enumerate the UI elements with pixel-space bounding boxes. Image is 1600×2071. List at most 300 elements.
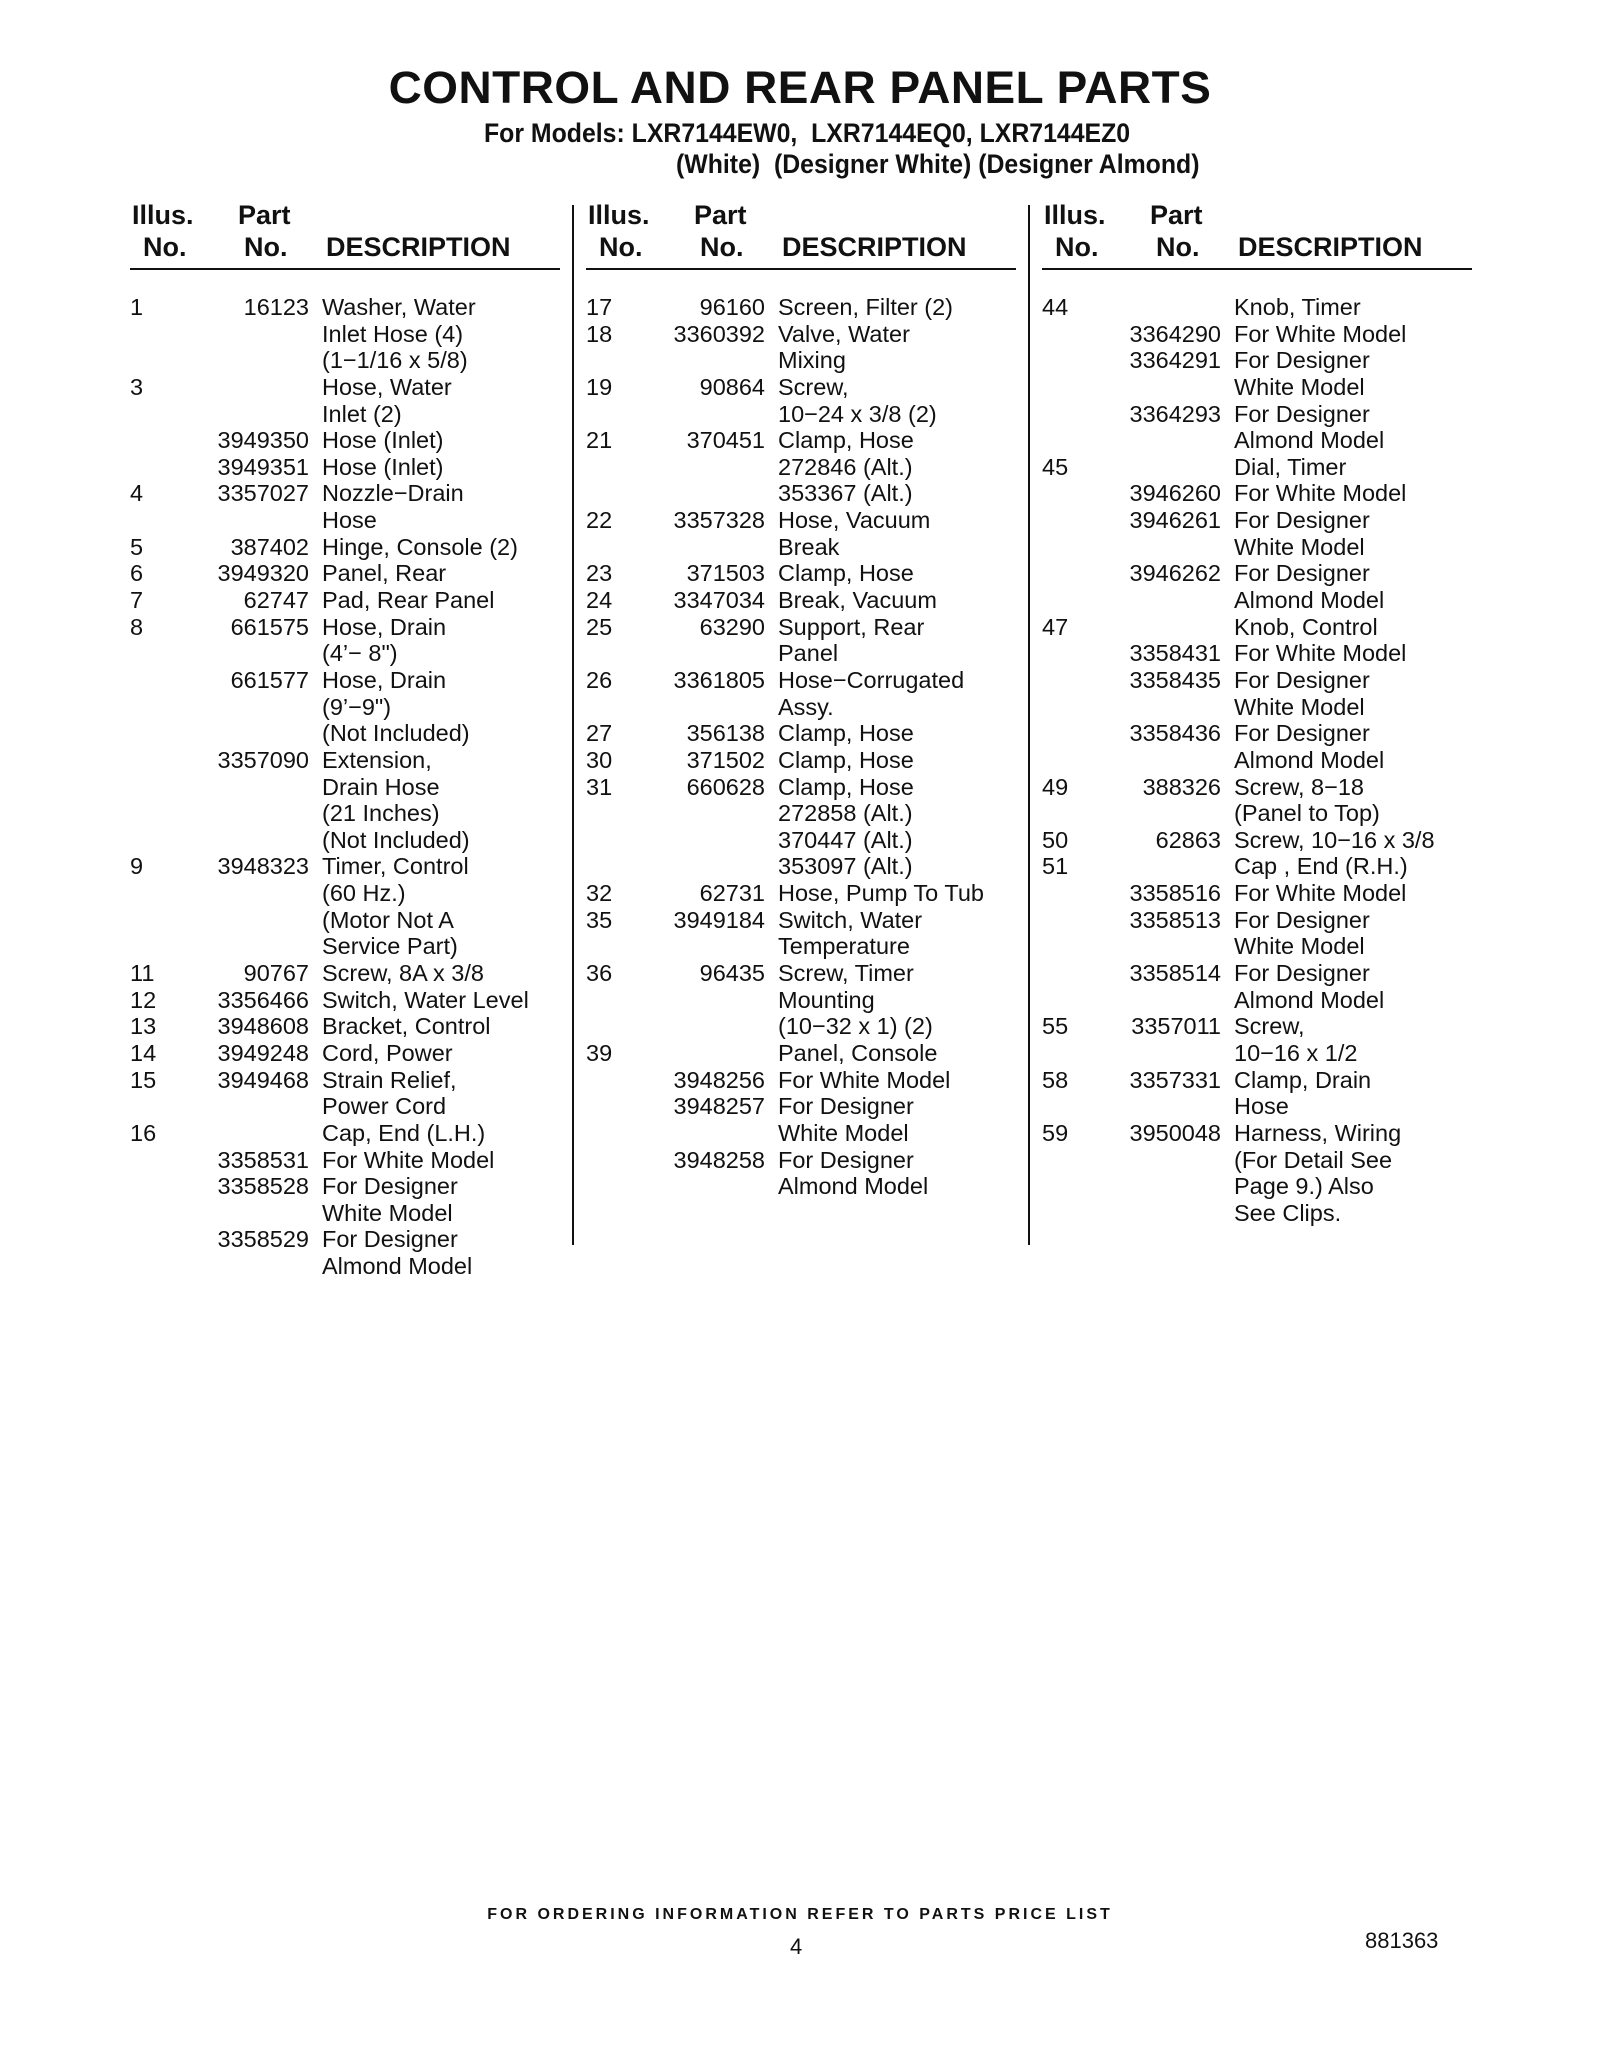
part-description: For Designer [778,1146,914,1173]
part-description: 272846 (Alt.) [778,453,913,480]
part-description: Hose, Water [322,373,452,400]
parts-row [1042,454,1472,481]
header-part-no: No. [700,232,744,262]
parts-row [130,321,560,348]
part-description: Dial, Timer [1234,453,1347,480]
header-part: Part [1150,200,1203,230]
part-number: 3357027 [217,480,309,507]
part-number: 3358435 [1129,666,1221,693]
part-description: Inlet Hose (4) [322,320,464,347]
part-number: 96160 [699,294,765,320]
parts-row [130,774,560,801]
parts-row [130,401,560,428]
part-number: 3361805 [673,666,765,693]
part-description: For Designer [1234,960,1370,987]
part-number: 3364291 [1129,347,1221,374]
parts-row [586,427,1016,454]
part-description: Almond Model [1234,427,1385,454]
parts-row [130,853,560,880]
part-number: 387402 [230,533,309,560]
parts-row [130,640,560,667]
part-description: For White Model [1234,320,1407,347]
illus-number: 15 [130,1066,157,1093]
illus-number: 9 [130,853,144,880]
part-description: Switch, Water [778,906,923,933]
parts-row [130,1173,560,1200]
part-number: 3946262 [1129,560,1221,587]
parts-row [1042,1147,1472,1174]
part-description: For White Model [1234,880,1407,907]
parts-row [130,667,560,694]
part-number: 388326 [1142,773,1221,800]
parts-row [130,907,560,934]
parts-row [586,1120,1016,1147]
parts-row [130,614,560,641]
header-illus-no: No. [1055,232,1099,262]
illus-number: 30 [586,746,613,773]
parts-rows [130,294,560,1280]
parts-row [130,1200,560,1227]
parts-row [586,1147,1016,1174]
parts-row [586,933,1016,960]
header-description: DESCRIPTION [326,232,511,262]
parts-row [586,534,1016,561]
parts-row [130,294,560,321]
part-description: Cap, End (L.H.) [322,1119,486,1146]
parts-row [1042,694,1472,721]
part-description: 353097 (Alt.) [778,853,913,880]
part-number: 371503 [686,560,765,587]
parts-row [130,1067,560,1094]
part-number: 3948608 [217,1013,309,1040]
column-divider [1028,205,1030,1245]
part-description: Panel [778,640,839,667]
part-description: For Designer [1234,507,1370,534]
illus-number: 5 [130,533,144,560]
part-description: Clamp, Hose [778,427,914,454]
column-header [1042,200,1472,270]
parts-row [586,507,1016,534]
parts-row [1042,1120,1472,1147]
part-description: Screw, [1234,1013,1305,1040]
part-description: See Clips. [1234,1199,1342,1226]
part-description: Bracket, Control [322,1013,491,1040]
part-description: Timer, Control [322,853,469,880]
parts-row [1042,427,1472,454]
parts-row [586,694,1016,721]
part-description: (10−32 x 1) (2) [778,1013,933,1040]
parts-row [586,401,1016,428]
parts-row [130,747,560,774]
illus-number: 12 [130,986,157,1013]
parts-row [130,933,560,960]
part-description: (9’−9") [322,693,392,720]
parts-row [1042,507,1472,534]
part-description: Valve, Water [778,320,910,347]
parts-rows [586,294,1016,1200]
illus-number: 7 [130,587,144,614]
parts-row [1042,587,1472,614]
part-description: Hose, Pump To Tub [778,880,984,907]
illus-number: 8 [130,613,144,640]
part-description: Almond Model [1234,587,1385,614]
column-divider [572,205,574,1245]
parts-row [1042,774,1472,801]
part-description: White Model [778,1119,909,1146]
page-title: CONTROL AND REAR PANEL PARTS [388,62,1212,113]
parts-row [1042,614,1472,641]
illus-number: 35 [586,906,613,933]
parts-row [1042,1013,1472,1040]
part-description: For Designer [1234,560,1370,587]
parts-row [1042,294,1472,321]
part-number: 3946260 [1129,480,1221,507]
part-description: 272858 (Alt.) [778,800,913,827]
parts-column-1 [130,200,560,1280]
part-number: 3347034 [673,587,765,614]
parts-row [130,1253,560,1280]
parts-row [586,1173,1016,1200]
part-description: Hose−Corrugated [778,666,965,693]
part-description: Almond Model [778,1173,929,1200]
part-number: 3949350 [217,427,309,454]
illus-number: 22 [586,507,613,534]
part-description: For White Model [1234,480,1407,507]
part-description: Panel, Rear [322,560,447,587]
part-description: Nozzle−Drain [322,480,464,507]
parts-row [1042,667,1472,694]
part-number: 3357011 [1131,1013,1221,1040]
illus-number: 39 [586,1039,613,1066]
part-number: 3358529 [217,1226,309,1253]
parts-row [130,1147,560,1174]
illus-number: 51 [1042,853,1069,880]
part-description: 10−24 x 3/8 (2) [778,400,937,427]
part-description: Knob, Timer [1234,294,1361,320]
part-description: Almond Model [1234,986,1385,1013]
illus-number: 55 [1042,1013,1069,1040]
part-description: White Model [1234,373,1365,400]
part-description: Screw, [778,373,849,400]
part-description: 10−16 x 1/2 [1234,1039,1358,1066]
parts-row [130,534,560,561]
part-description: Hose [1234,1093,1289,1120]
header-part-no: No. [244,232,288,262]
part-description: Hose, Drain [322,666,447,693]
parts-row [586,294,1016,321]
parts-row [586,454,1016,481]
parts-column-2 [586,200,1016,1200]
part-description: White Model [322,1199,453,1226]
part-description: Harness, Wiring [1234,1119,1402,1146]
part-description: Pad, Rear Panel [322,587,495,614]
parts-row [1042,1040,1472,1067]
part-description: (21 Inches) [322,800,440,827]
parts-row [130,694,560,721]
part-number: 3950048 [1129,1119,1221,1146]
part-number: 3356466 [217,986,309,1013]
parts-row [586,321,1016,348]
illus-number: 47 [1042,613,1069,640]
part-number: 96435 [699,960,765,987]
part-number: 661577 [230,666,309,693]
parts-row [1042,347,1472,374]
part-description: 370447 (Alt.) [778,826,913,853]
part-number: 3946261 [1129,507,1221,534]
part-number: 3358528 [217,1173,309,1200]
illus-number: 21 [586,427,613,454]
parts-row [1042,880,1472,907]
parts-row [130,454,560,481]
header-description: DESCRIPTION [1238,232,1423,262]
part-description: Temperature [778,933,910,960]
parts-row [130,560,560,587]
part-description: Knob, Control [1234,613,1378,640]
part-number: 3358431 [1129,640,1221,667]
illus-number: 32 [586,880,613,907]
part-description: White Model [1234,533,1365,560]
parts-row [130,1013,560,1040]
variants-line: (White) (Designer White) (Designer Almond) [676,149,1200,179]
parts-row [130,347,560,374]
parts-column-3 [1042,200,1472,1226]
part-description: For Designer [1234,666,1370,693]
parts-row [1042,720,1472,747]
parts-row [1042,374,1472,401]
part-description: Hinge, Console (2) [322,533,518,560]
parts-row [586,374,1016,401]
part-description: Support, Rear [778,613,925,640]
part-description: Hose (Inlet) [322,427,444,454]
header-illus-no: No. [143,232,187,262]
part-description: Strain Relief, [322,1066,457,1093]
illus-number: 36 [586,960,613,987]
part-description: Screw, Timer [778,960,914,987]
part-number: 661575 [230,613,309,640]
parts-row [586,907,1016,934]
header-illus-no: No. [599,232,643,262]
part-number: 62747 [243,587,309,614]
parts-row [1042,933,1472,960]
part-description: Almond Model [1234,746,1385,773]
illus-number: 44 [1042,294,1069,320]
models-line: For Models: LXR7144EW0, LXR7144EQ0, LXR7144EZ0 [484,118,1131,148]
parts-row [130,827,560,854]
part-description: Panel, Console [778,1039,938,1066]
part-description: Screw, 8−18 [1234,773,1364,800]
part-description: (Motor Not A [322,906,454,933]
part-description: (Not Included) [322,826,470,853]
part-number: 90767 [243,960,309,987]
parts-row [130,374,560,401]
part-description: For Designer [322,1173,458,1200]
parts-row [586,667,1016,694]
part-description: Almond Model [322,1253,473,1280]
part-description: Clamp, Hose [778,746,914,773]
illus-number: 23 [586,560,613,587]
parts-row [586,960,1016,987]
parts-row [1042,827,1472,854]
part-number: 660628 [686,773,765,800]
parts-row [130,800,560,827]
parts-row [586,1013,1016,1040]
parts-row [1042,960,1472,987]
part-number: 3358514 [1129,960,1221,987]
part-description: Washer, Water [322,294,476,320]
parts-row [1042,1067,1472,1094]
part-description: For Designer [322,1226,458,1253]
part-number: 3949184 [673,906,765,933]
parts-row [586,853,1016,880]
parts-row [1042,800,1472,827]
part-description: Switch, Water Level [322,986,529,1013]
part-description: (4’− 8") [322,640,398,667]
part-description: (For Detail See [1234,1146,1393,1173]
parts-row [1042,560,1472,587]
parts-row [1042,401,1472,428]
parts-row [586,560,1016,587]
part-description: Hose, Vacuum [778,507,931,534]
illus-number: 14 [130,1039,157,1066]
part-description: Service Part) [322,933,458,960]
parts-row [1042,853,1472,880]
document-number: 881363 [1365,1928,1439,1953]
part-description: For Designer [1234,400,1370,427]
part-number: 3948323 [217,853,309,880]
part-description: Screw, 10−16 x 3/8 [1234,826,1435,853]
parts-row [586,480,1016,507]
parts-row [130,427,560,454]
part-number: 3358436 [1129,720,1221,747]
illus-number: 19 [586,373,613,400]
part-number: 90864 [699,373,765,400]
parts-row [586,1040,1016,1067]
part-number: 371502 [686,746,765,773]
part-description: Extension, [322,746,432,773]
illus-number: 25 [586,613,613,640]
illus-number: 58 [1042,1066,1069,1093]
parts-row [586,640,1016,667]
part-number: 3357090 [217,746,309,773]
illus-number: 27 [586,720,613,747]
illus-number: 50 [1042,826,1069,853]
part-description: Clamp, Hose [778,720,914,747]
illus-number: 59 [1042,1119,1069,1146]
part-number: 3358516 [1129,880,1221,907]
parts-row [586,827,1016,854]
header-illus: Illus. [132,200,194,230]
part-number: 3949320 [217,560,309,587]
illus-number: 26 [586,666,613,693]
illus-number: 17 [586,294,613,320]
part-number: 62731 [699,880,765,907]
part-description: Cap , End (R.H.) [1234,853,1408,880]
illus-number: 3 [130,373,144,400]
part-number: 62863 [1155,826,1221,853]
illus-number: 11 [130,960,155,987]
parts-row [586,800,1016,827]
part-description: (1−1/16 x 5/8) [322,347,468,374]
parts-row [130,1120,560,1147]
part-description: For White Model [1234,640,1407,667]
parts-row [1042,480,1472,507]
part-description: Hose, Drain [322,613,447,640]
parts-row [1042,1173,1472,1200]
illus-number: 1 [130,294,144,320]
header-part-no: No. [1156,232,1200,262]
part-number: 63290 [699,613,765,640]
header-illus: Illus. [1044,200,1106,230]
part-description: (Panel to Top) [1234,800,1380,827]
part-description: Hose [322,507,377,534]
illus-number: 4 [130,480,144,507]
column-header [586,200,1016,270]
parts-row [1042,321,1472,348]
part-description: (60 Hz.) [322,880,406,907]
illus-number: 45 [1042,453,1069,480]
illus-number: 13 [130,1013,157,1040]
part-description: For Designer [778,1093,914,1120]
part-number: 3364290 [1129,320,1221,347]
parts-row [130,1040,560,1067]
part-description: Inlet (2) [322,400,402,427]
parts-row [1042,907,1472,934]
part-description: Cord, Power [322,1039,453,1066]
part-description: Clamp, Hose [778,773,914,800]
part-description: For White Model [778,1066,951,1093]
part-number: 3949351 [217,453,309,480]
part-description: Mounting [778,986,875,1013]
part-description: For Designer [1234,347,1370,374]
parts-row [1042,747,1472,774]
part-description: Power Cord [322,1093,447,1120]
parts-row [586,720,1016,747]
parts-row [586,1093,1016,1120]
part-number: 370451 [686,427,765,454]
part-number: 3360392 [673,320,765,347]
part-description: Break [778,533,840,560]
header-description: DESCRIPTION [782,232,967,262]
parts-row [1042,534,1472,561]
parts-row [130,987,560,1014]
part-number: 3949468 [217,1066,309,1093]
part-description: White Model [1234,933,1365,960]
illus-number: 31 [586,773,613,800]
parts-row [130,507,560,534]
parts-row [586,880,1016,907]
part-description: Assy. [778,693,834,720]
part-number: 16123 [243,294,309,320]
parts-row [586,587,1016,614]
part-description: For White Model [322,1146,495,1173]
illus-number: 24 [586,587,613,614]
part-number: 3948257 [673,1093,765,1120]
page-number: 4 [790,1934,803,1959]
parts-row [130,1093,560,1120]
parts-row [586,774,1016,801]
part-description: Drain Hose [322,773,440,800]
part-description: Mixing [778,347,846,374]
illus-number: 18 [586,320,613,347]
part-description: Screen, Filter (2) [778,294,953,320]
part-description: (Not Included) [322,720,470,747]
part-description: Page 9.) Also [1234,1173,1374,1200]
part-description: Clamp, Drain [1234,1066,1372,1093]
part-number: 3357331 [1129,1066,1221,1093]
illus-number: 6 [130,560,144,587]
header-illus: Illus. [588,200,650,230]
parts-row [1042,640,1472,667]
